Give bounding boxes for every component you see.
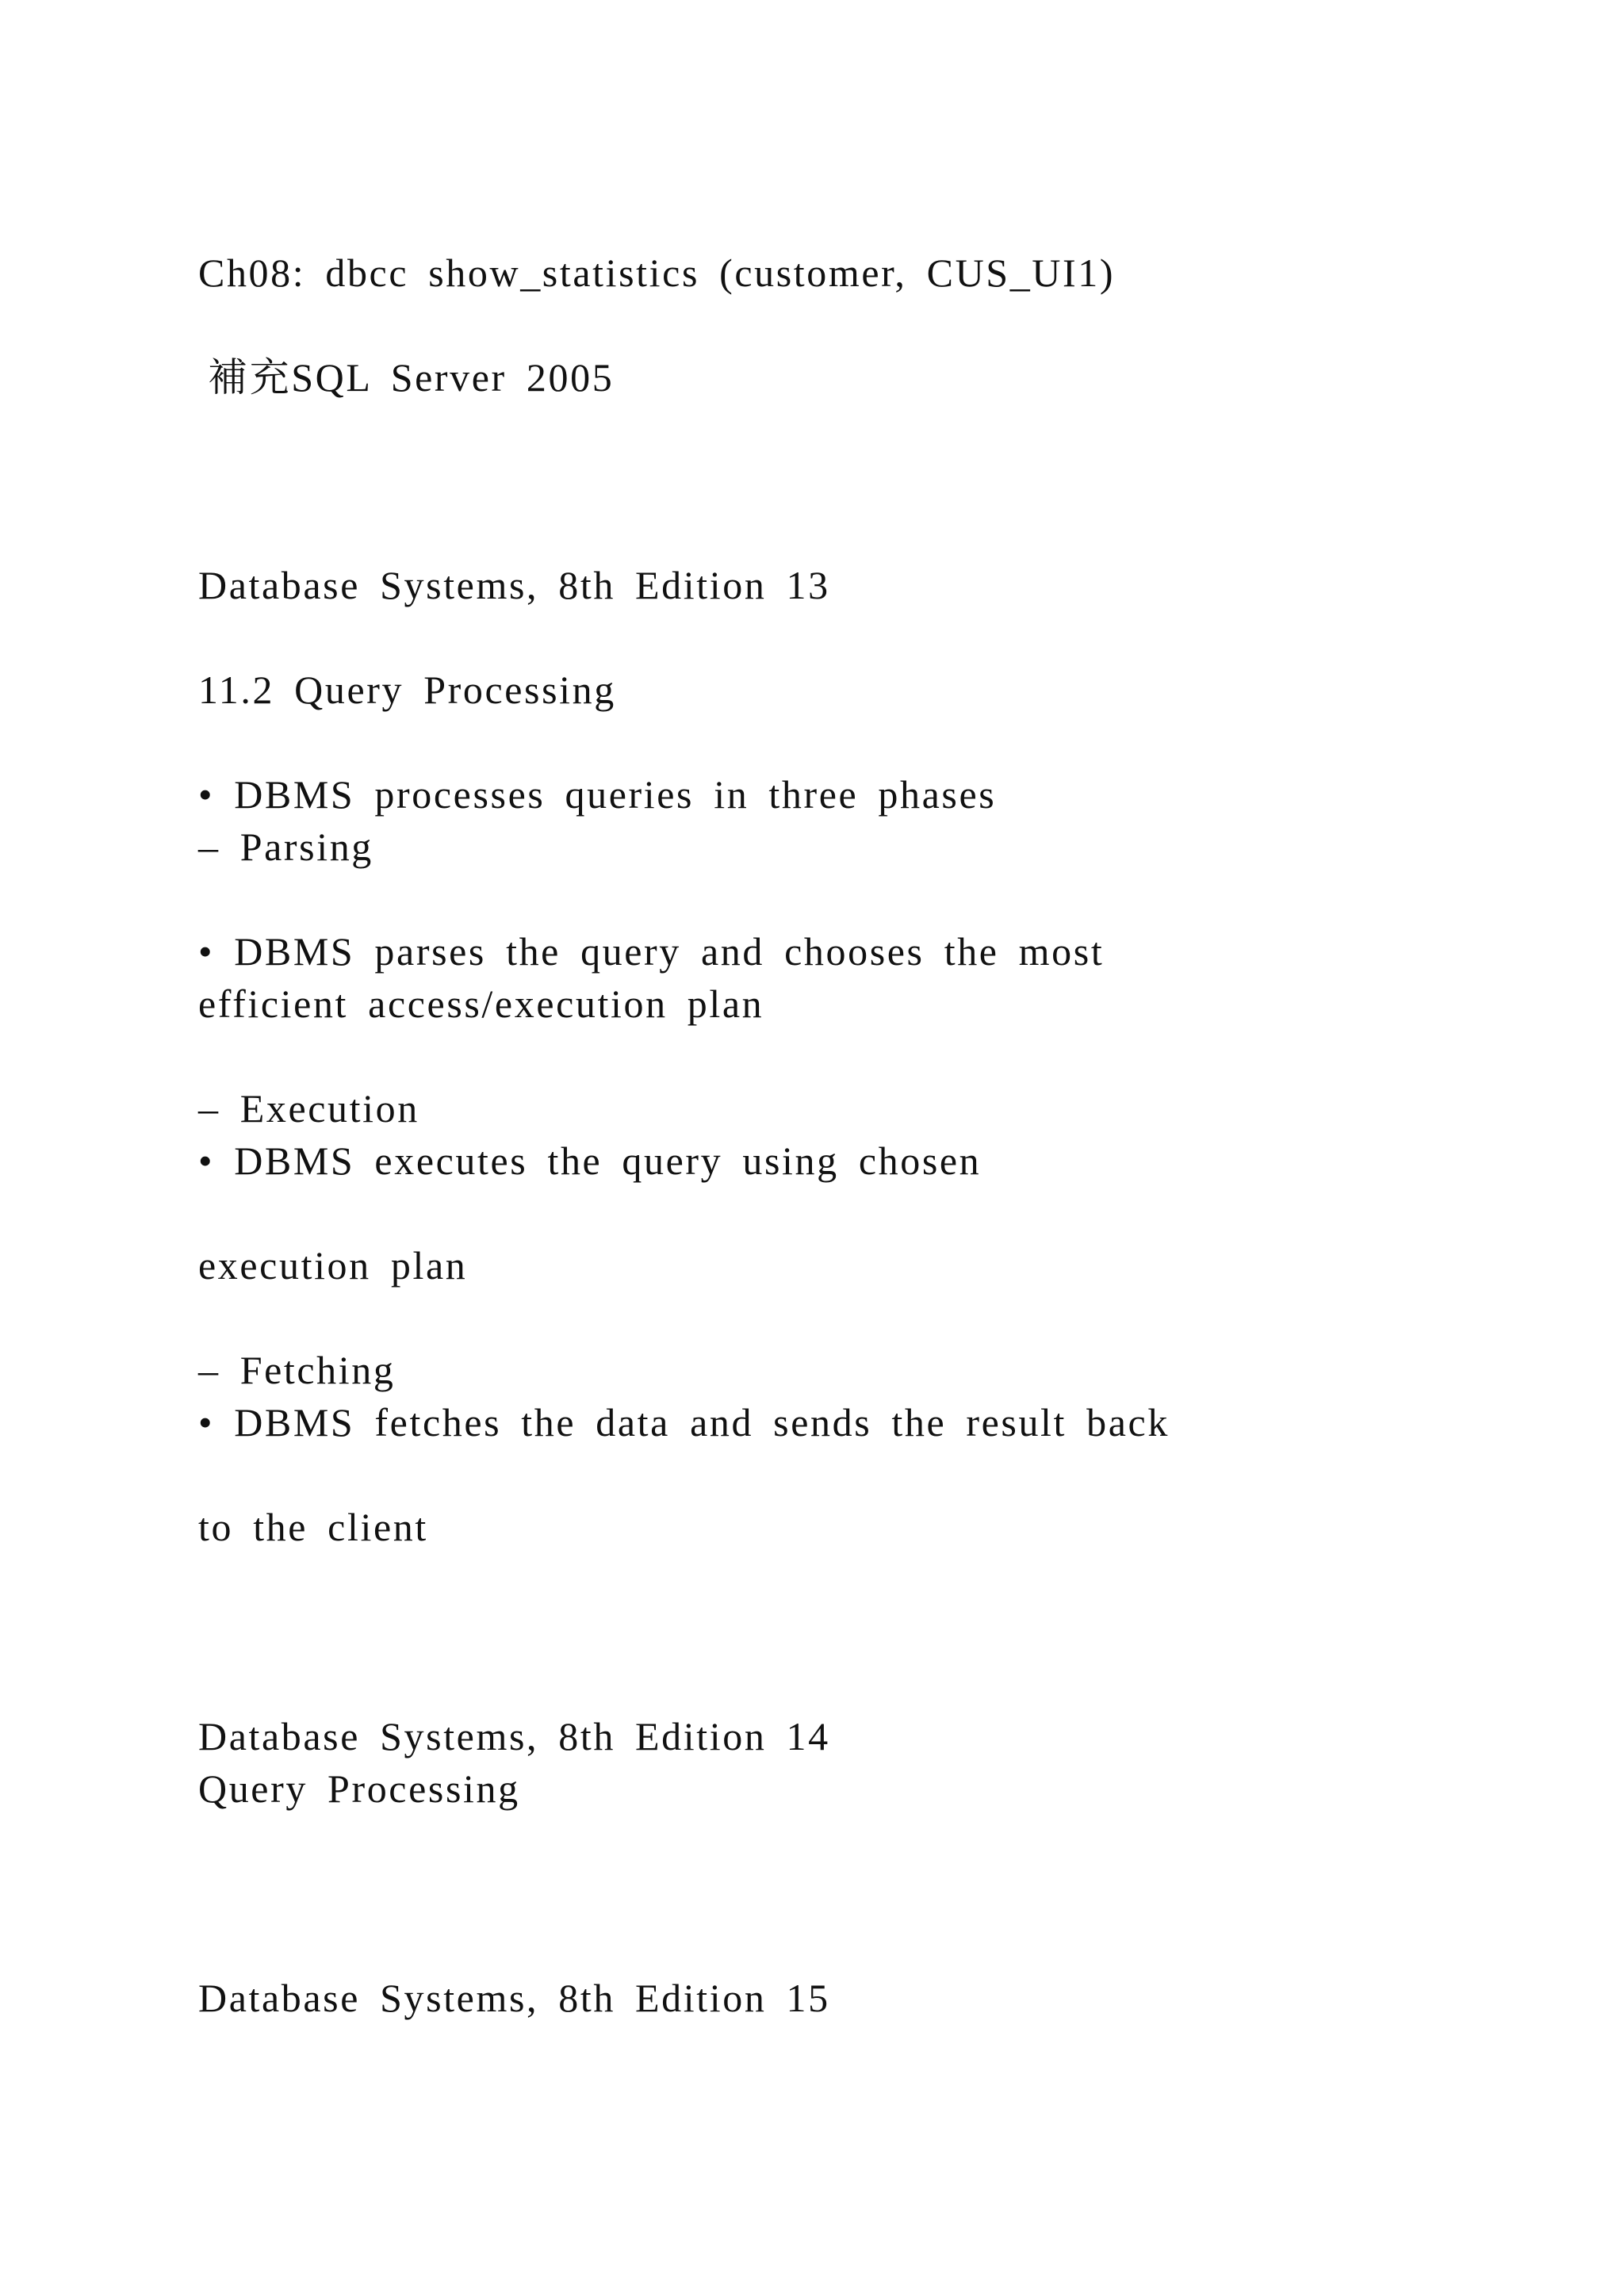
sub-item-parsing: – Parsing	[198, 825, 373, 869]
bullet-parses: • DBMS parses the query and chooses the most	[198, 929, 1105, 974]
slide-footer-14: Database Systems, 8th Edition 14	[198, 1714, 830, 1758]
bullet-executes-continued: execution plan	[198, 1243, 468, 1288]
sub-item-execution: – Execution	[198, 1086, 419, 1131]
bullet-three-phases: • DBMS processes queries in three phases	[198, 772, 997, 817]
bullet-parses-continued: efficient access/execution plan	[198, 982, 764, 1026]
supplement-note: 補充SQL Server 2005	[208, 355, 615, 400]
slide-footer-15: Database Systems, 8th Edition 15	[198, 1976, 830, 2020]
bullet-fetches-continued: to the client	[198, 1505, 428, 1549]
section-heading: 11.2 Query Processing	[198, 668, 616, 712]
bullet-executes: • DBMS executes the query using chosen	[198, 1138, 982, 1183]
sub-item-fetching: – Fetching	[198, 1348, 396, 1392]
bullet-fetches: • DBMS fetches the data and sends the result back	[198, 1400, 1170, 1445]
slide-footer-13: Database Systems, 8th Edition 13	[198, 563, 830, 607]
slide-title-query-processing: Query Processing	[198, 1766, 520, 1811]
slide-note-dbcc: Ch08: dbcc show_statistics (customer, CUS_UI1)	[198, 251, 1116, 295]
